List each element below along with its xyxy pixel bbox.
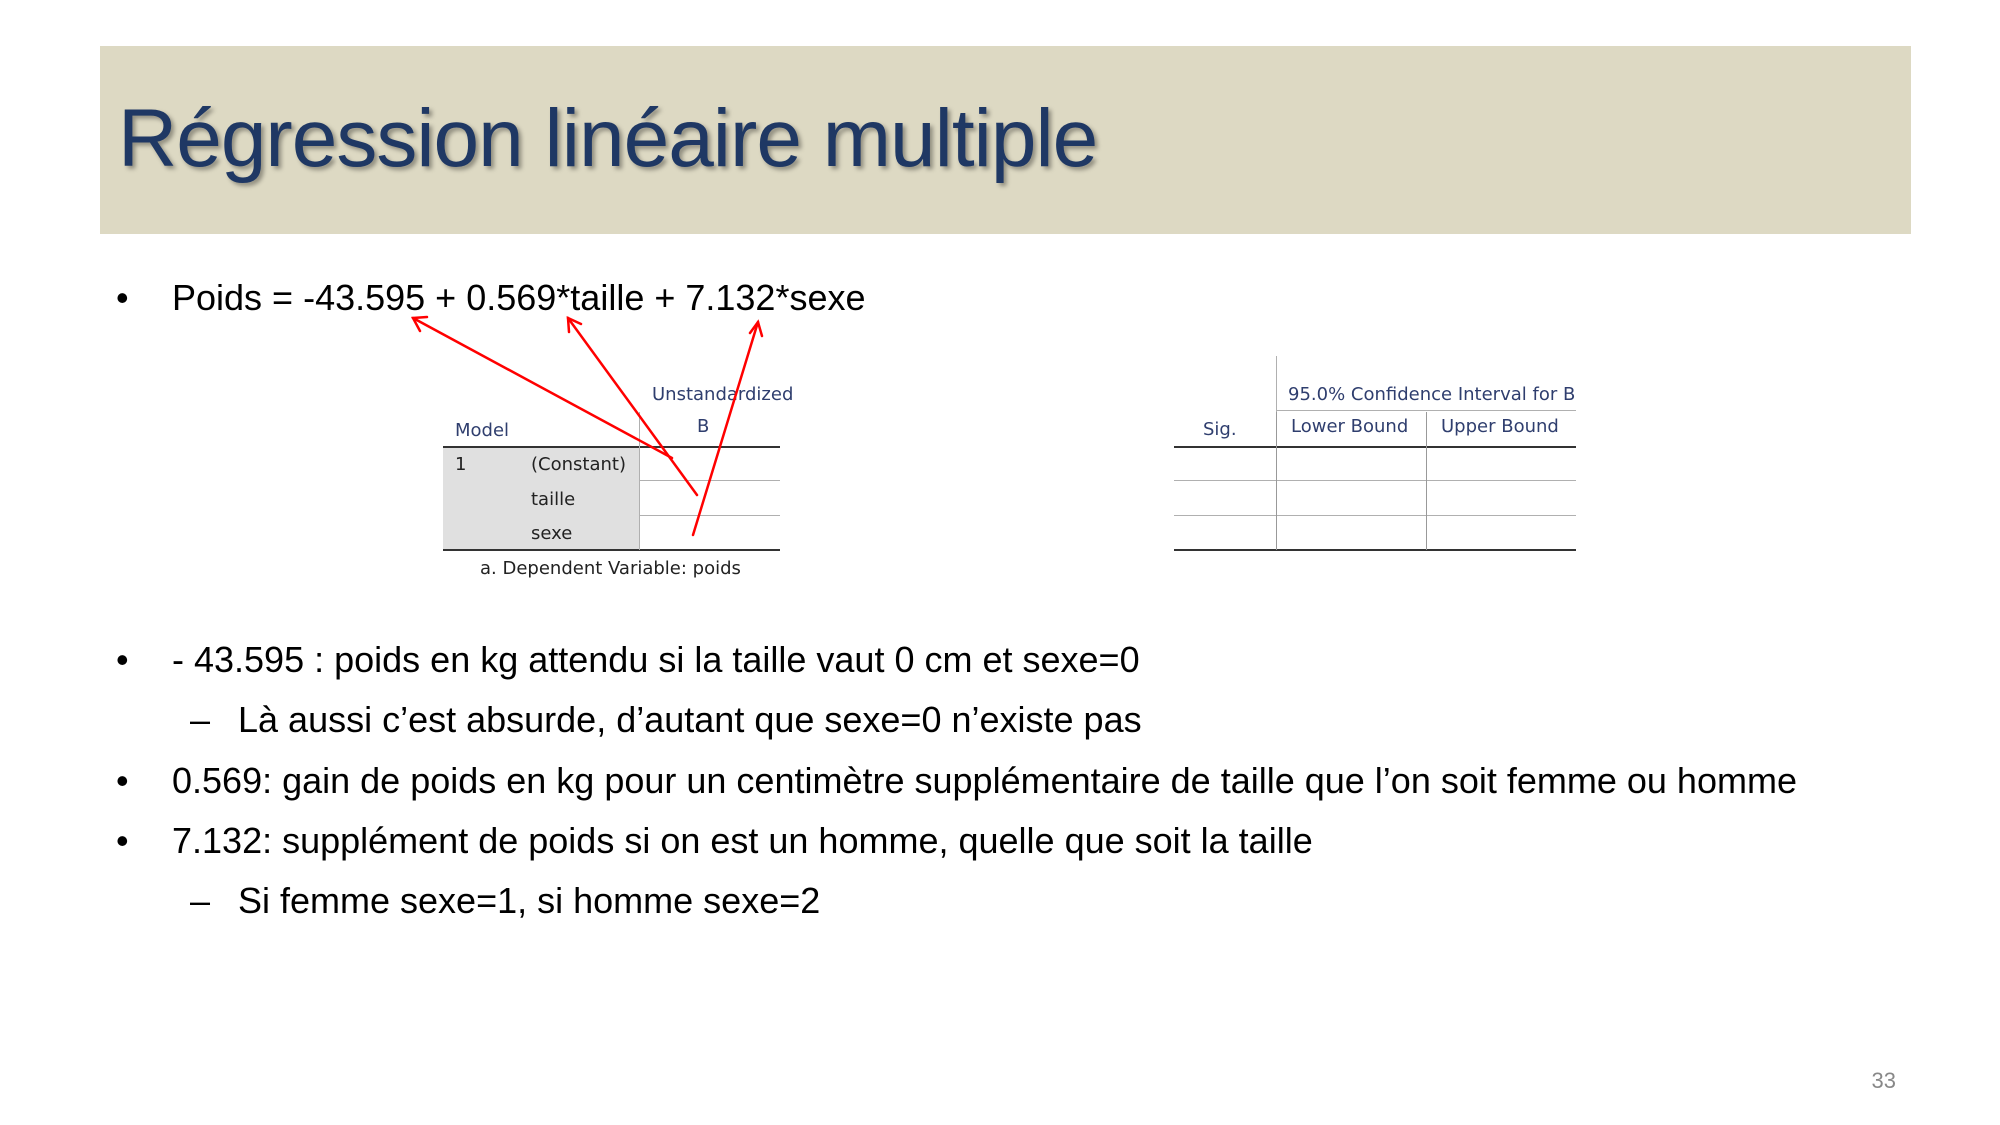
bullet-mark: •	[116, 820, 129, 861]
arrow-head	[568, 318, 581, 332]
sub-bullet-mark: –	[190, 699, 211, 740]
row-divider	[639, 515, 780, 516]
column-divider	[639, 412, 640, 550]
header-sig: Sig.	[1203, 419, 1237, 440]
header-confidence-interval: 95.0% Confidence Interval for B	[1288, 384, 1576, 405]
sub-bullet-absurd	[190, 698, 1142, 742]
row-divider	[639, 480, 780, 481]
sub-bullet-coding	[190, 879, 821, 923]
column-divider	[1276, 412, 1277, 550]
table-bottom-border	[443, 549, 780, 551]
header-divider	[1276, 410, 1576, 411]
row-label: taille	[531, 489, 576, 510]
header-lower-bound: Lower Bound	[1291, 416, 1409, 437]
bullet-mark: •	[116, 277, 129, 318]
bullet-mark: •	[116, 760, 129, 801]
bullet-text: 7.132: supplément de poids si on est un homme, quelle que soit la taille	[172, 820, 1313, 861]
bullet-text: - 43.595 : poids en kg attendu si la taille vaut 0 cm et sexe=0	[172, 639, 1140, 680]
sub-bullet-text: Là aussi c’est absurde, d’autant que sexe=0 n’existe pas	[238, 699, 1142, 740]
equation-text: Poids = -43.595 + 0.569*taille + 7.132*sexe	[172, 277, 866, 318]
row-divider	[1174, 515, 1576, 516]
sub-bullet-mark: –	[190, 880, 211, 921]
header-model: Model	[455, 420, 510, 441]
slide-title: Régression linéaire multiple	[118, 93, 1098, 184]
bullet-constant	[116, 638, 1140, 682]
row-label: (Constant)	[531, 454, 626, 475]
bullet-text: 0.569: gain de poids en kg pour un centimètre supplémentaire de taille que l’on soit femme ou homme	[172, 760, 1797, 801]
table-top-border	[443, 446, 780, 448]
header-unstandardized: Unstandardized	[652, 384, 794, 405]
table-bottom-border	[1174, 549, 1576, 551]
bullet-taille	[116, 759, 1797, 803]
sub-bullet-text: Si femme sexe=1, si homme sexe=2	[238, 880, 821, 921]
row-label: sexe	[531, 523, 573, 544]
bullet-mark: •	[116, 639, 129, 680]
page-number: 33	[1871, 1068, 1896, 1093]
header-b: B	[697, 416, 710, 437]
arrow-constant	[413, 318, 672, 458]
arrow-head	[750, 322, 762, 336]
equation-bullet	[116, 276, 866, 320]
model-number: 1	[455, 454, 467, 475]
header-upper-bound: Upper Bound	[1441, 416, 1559, 437]
row-divider	[1174, 480, 1576, 481]
bullet-sexe	[116, 819, 1313, 863]
table-footnote: a. Dependent Variable: poids	[480, 558, 741, 579]
table-top-border	[1174, 446, 1576, 448]
column-divider	[1426, 412, 1427, 550]
